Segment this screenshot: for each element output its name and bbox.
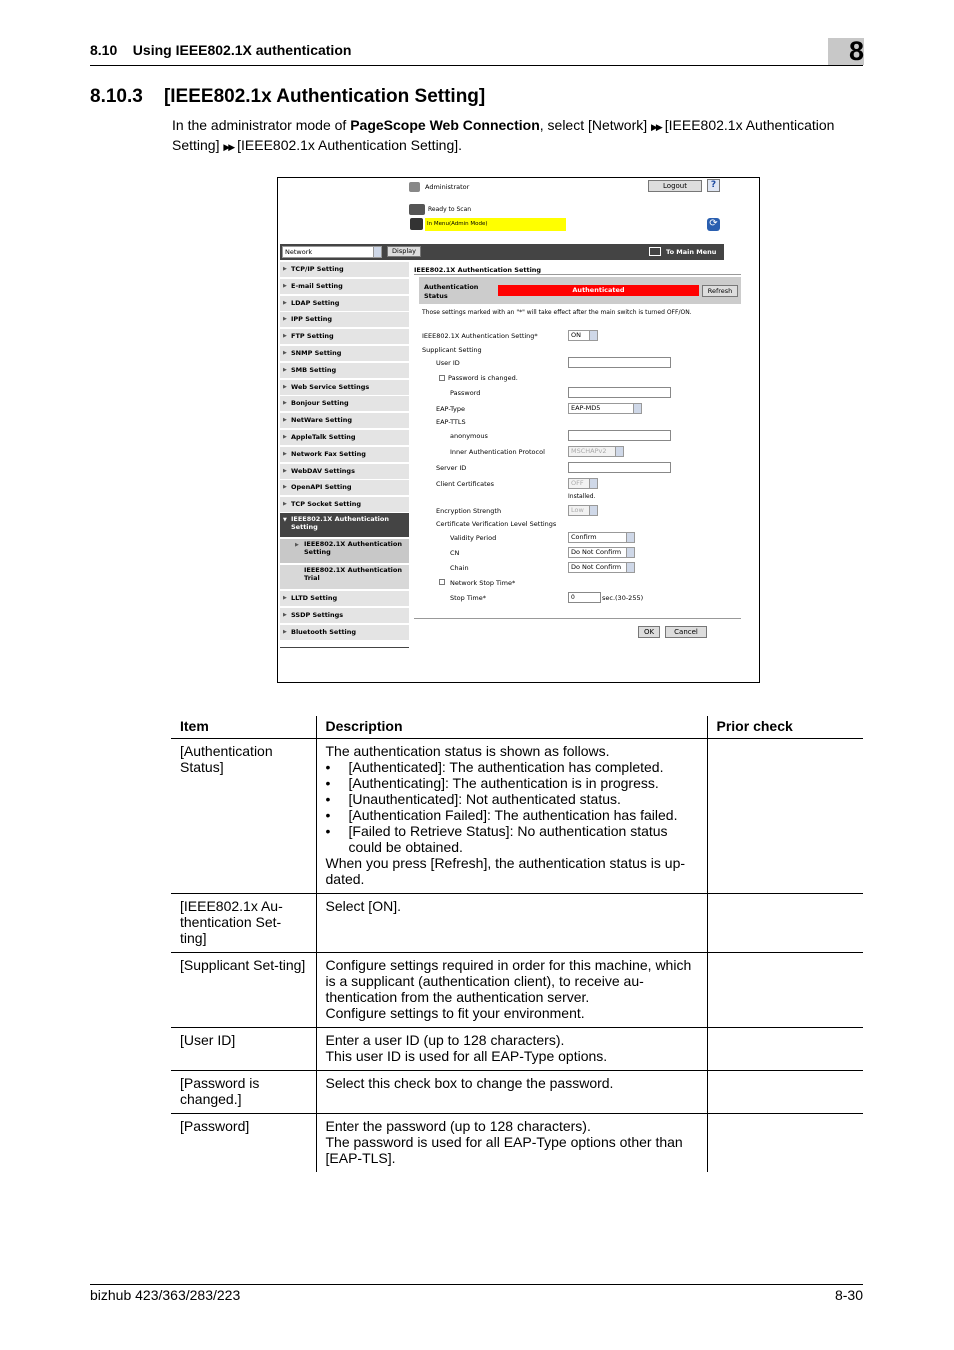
password-label: Password (450, 389, 481, 397)
nav-item[interactable]: ▶ FTP Setting (280, 329, 409, 344)
triangle-right-icon: ▶ (283, 450, 287, 457)
password-input[interactable] (568, 387, 671, 398)
client-cert-select[interactable]: OFF (568, 478, 598, 489)
form-title: IEEE802.1X Authentication Setting (414, 266, 542, 274)
eap-type-select[interactable]: EAP-MD5 (568, 403, 642, 414)
stop-time-input[interactable]: 0 (568, 592, 601, 603)
triangle-right-icon: ▶ (283, 501, 287, 508)
password-changed-label: Password is changed. (448, 374, 518, 382)
main-menu-link[interactable]: To Main Menu (666, 248, 717, 256)
auth-status-value: Authenticated (498, 285, 699, 296)
triangle-right-icon: ▶ (283, 595, 287, 601)
network-stop-label: Network Stop Time* (450, 579, 516, 587)
nav-item[interactable]: ▶ Web Service Settings (280, 380, 409, 395)
table-row (171, 1114, 863, 1173)
user-id-input[interactable] (568, 357, 671, 368)
nav-item[interactable]: ▶ LLTD Setting (280, 591, 409, 606)
triangle-right-icon: ▶ (283, 266, 287, 272)
prior-check-cell (707, 953, 863, 1028)
table-row (171, 894, 863, 953)
item-cell: [Password is changed.] (171, 1071, 316, 1114)
triangle-right-icon: ▶ (283, 417, 287, 424)
nav-sub-auth-setting[interactable]: ▶ IEEE802.1X Authentication Setting (280, 539, 409, 563)
triangle-right-icon: ▶ (283, 333, 287, 340)
settings-table (171, 716, 863, 1172)
description-cell: Enter a user ID (up to 128 characters). This user ID is used for all EAP-Type options. (316, 1028, 707, 1071)
encryption-label: Encryption Strength (436, 507, 502, 515)
nav-item[interactable]: ▶ NetWare Setting (280, 413, 409, 428)
intro-paragraph: In the administrator mode of PageScope Web Connection, select [Network] ▶▶ [IEEE802.1x Authentication Setting] ▶▶ [IEEE802.1x Authentication Setting]. (172, 117, 835, 153)
admin-icon (409, 182, 420, 192)
cn-label: CN (450, 549, 460, 557)
item-cell: [User ID] (171, 1028, 316, 1071)
nav-item[interactable]: ▶ SMB Setting (280, 363, 409, 378)
anonymous-label: anonymous (450, 432, 488, 440)
nav-item[interactable]: ▶ TCP Socket Setting (280, 497, 409, 512)
nav-item[interactable]: ▶ TCP/IP Setting (280, 262, 409, 277)
refresh-button[interactable]: Refresh (702, 285, 738, 297)
nav-item[interactable]: ▶ IPP Setting (280, 312, 409, 327)
double-arrow-icon: ▶▶ (651, 122, 661, 132)
footer-model: bizhub 423/363/283/223 (90, 1287, 241, 1303)
password-changed-checkbox[interactable] (439, 375, 445, 381)
server-id-input[interactable] (568, 462, 671, 473)
nav-item[interactable]: ▶ SSDP Settings (280, 608, 409, 623)
nav-item[interactable]: ▶ AppleTalk Setting (280, 430, 409, 445)
table-row (171, 739, 863, 894)
network-stop-checkbox[interactable] (439, 579, 445, 585)
item-cell: [Supplicant Set-ting] (171, 953, 316, 1028)
nav-item-ieee8021x[interactable]: ▼ IEEE802.1X Authentication Setting (280, 513, 409, 537)
prior-check-cell (707, 1114, 863, 1173)
prior-check-cell (707, 739, 863, 894)
nav-sub-auth-trial[interactable]: IEEE802.1X Authentication Trial (280, 565, 409, 589)
server-id-label: Server ID (436, 464, 467, 472)
nav-item[interactable]: ▶ LDAP Setting (280, 296, 409, 311)
description-cell: Configure settings required in order for this machine, which is a supplicant (authentication client), to receive au-thentication from the authentication server. Configure settings to fit your environment. (316, 953, 707, 1028)
table-row (171, 953, 863, 1028)
cn-select[interactable]: Do Not Confirm (568, 547, 635, 558)
chain-label: Chain (450, 564, 469, 572)
footer-rule (90, 1284, 863, 1285)
column-header: Item (171, 716, 316, 739)
display-button[interactable]: Display (387, 246, 421, 257)
column-header: Description (316, 716, 707, 739)
triangle-right-icon: ▶ (283, 467, 287, 474)
description-cell: The authentication status is shown as follows. • [Authenticated]: The authentication has completed. • [Authenticating]: The authentication is in progress. • [Unauthenticated]: Not authenticated status. • [Authentication Failed]: The authentication has failed. • [Failed to Retrieve Status]: No authentication status could be obtained. When you press [Refresh], the authentication status is up-dated. (316, 739, 707, 894)
form-title-rule (414, 274, 741, 275)
stop-time-unit: sec.(30-255) (602, 594, 644, 602)
triangle-right-icon: ▶ (283, 484, 287, 491)
chain-select[interactable]: Do Not Confirm (568, 562, 635, 573)
admin-label: Administrator (425, 183, 470, 191)
prior-check-cell (707, 1071, 863, 1114)
restart-note: Those settings marked with an "*" will take effect after the main switch is turned OFF/ON. (422, 309, 692, 316)
prior-check-cell (707, 1028, 863, 1071)
nav-item[interactable]: ▶ WebDAV Settings (280, 464, 409, 479)
item-cell: [IEEE802.1x Au-thentication Set-ting] (171, 894, 316, 953)
stop-time-label: Stop Time* (450, 594, 487, 602)
mode-banner: In Menu(Admin Mode) (425, 218, 566, 231)
nav-item[interactable]: ▶ E-mail Setting (280, 279, 409, 294)
validity-label: Validity Period (450, 534, 497, 542)
triangle-right-icon: ▶ (283, 299, 287, 306)
logout-button[interactable]: Logout (648, 180, 702, 192)
double-arrow-icon: ▶▶ (223, 142, 234, 152)
menu-icon (410, 218, 423, 230)
column-header: Prior check (707, 716, 863, 739)
cancel-button[interactable]: Cancel (665, 626, 707, 638)
chapter-number: 8 (848, 36, 864, 66)
prior-check-cell (707, 894, 863, 953)
nav-item[interactable]: ▶ Network Fax Setting (280, 447, 409, 462)
eap-type-label: EAP-Type (436, 405, 466, 413)
anonymous-input[interactable] (568, 430, 671, 441)
cert-verify-heading: Certificate Verification Level Settings (436, 520, 557, 528)
encryption-select[interactable]: Low (568, 505, 598, 516)
nav-bottom-rule (280, 647, 409, 648)
web-connection-screenshot (277, 177, 760, 683)
help-icon[interactable]: ? (707, 179, 720, 192)
triangle-right-icon: ▶ (283, 350, 287, 356)
ok-button[interactable]: OK (638, 626, 660, 638)
main-menu-icon (649, 247, 661, 256)
client-cert-label: Client Certificates (436, 480, 495, 488)
triangle-right-icon: ▶ (283, 434, 287, 440)
item-cell: [Password] (180, 1118, 250, 1134)
running-header: 8.10 Using IEEE802.1X authentication (90, 42, 352, 58)
description-cell: Enter the password (up to 128 characters). The password is used for all EAP-Type options other than [EAP-TLS]. (316, 1114, 707, 1173)
triangle-right-icon: ▶ (283, 400, 287, 407)
auth-status-label: Authentication Status (424, 283, 479, 300)
triangle-right-icon: ▶ (283, 282, 287, 289)
supplicant-heading: Supplicant Setting (422, 346, 482, 354)
ieee-setting-label: IEEE802.1X Authentication Setting* (422, 332, 538, 340)
category-select[interactable]: Network (282, 246, 382, 258)
nav-item[interactable]: ▶ Bluetooth Setting (280, 625, 409, 640)
header-rule (90, 65, 863, 66)
validity-select[interactable]: Confirm (568, 532, 635, 543)
user-id-label: User ID (436, 359, 460, 367)
nav-item[interactable]: ▶ Bonjour Setting (280, 396, 409, 411)
installed-text: Installed. (568, 493, 596, 500)
item-cell: [Authentication Status] (171, 739, 316, 894)
ready-status: Ready to Scan (428, 206, 472, 213)
ieee-setting-select[interactable]: ON (568, 330, 598, 341)
nav-item[interactable]: ▶ OpenAPI Setting (280, 480, 409, 495)
form-bottom-rule (414, 618, 741, 619)
inner-protocol-select[interactable]: MSCHAPv2 (568, 446, 624, 457)
refresh-page-icon[interactable]: ⟳ (707, 218, 720, 231)
inner-protocol-label: Inner Authentication Protocol (450, 448, 545, 456)
eap-ttls-label: EAP-TTLS (436, 418, 466, 426)
triangle-right-icon: ▶ (283, 366, 287, 373)
footer-page-number: 8-30 (834, 1287, 863, 1303)
section-title: 8.10.3 [IEEE802.1x Authentication Setting] (90, 86, 486, 107)
description-cell: Select this check box to change the password. (316, 1071, 707, 1114)
printer-icon (409, 204, 425, 215)
triangle-right-icon: ▶ (283, 383, 287, 390)
triangle-right-icon: ▶ (283, 316, 287, 323)
table-row (171, 1071, 863, 1114)
triangle-right-icon: ▶ (283, 628, 287, 635)
table-row (171, 1028, 863, 1071)
nav-item[interactable]: ▶ SNMP Setting (280, 346, 409, 361)
description-cell: Select [ON]. (316, 894, 707, 953)
triangle-right-icon: ▶ (283, 611, 287, 618)
